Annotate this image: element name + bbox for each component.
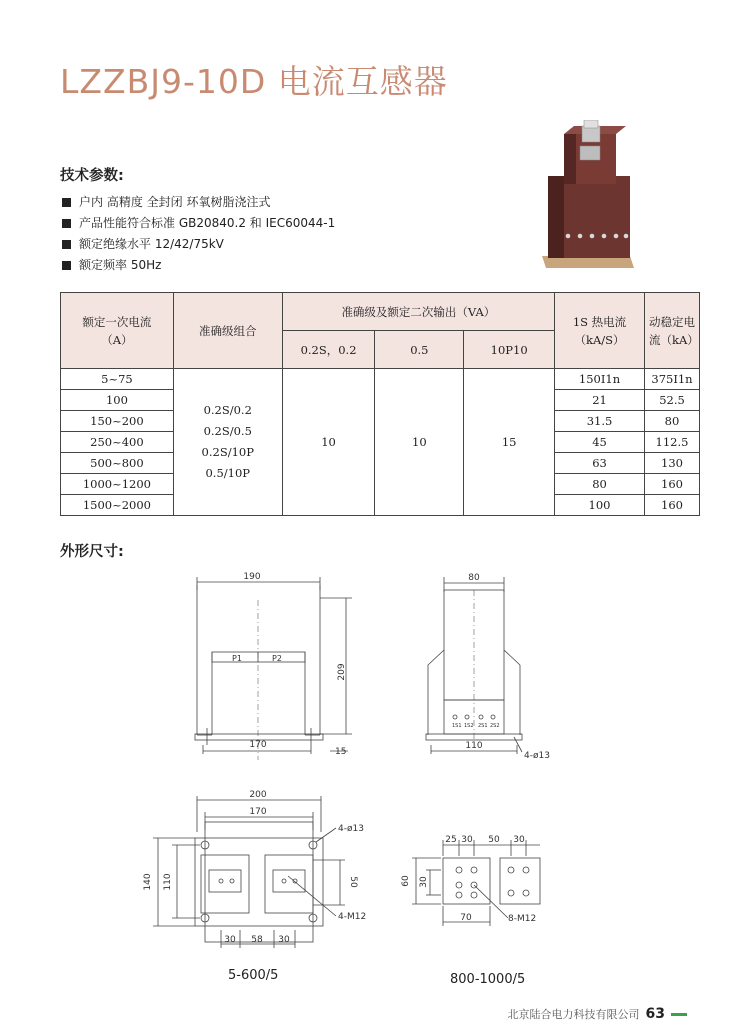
cell-current: 250~400	[61, 432, 174, 453]
cell-dynamic: 80	[644, 411, 699, 432]
terminal-2s2: 2S2	[490, 723, 500, 729]
dim-15: 15	[335, 747, 347, 757]
page-number: 63	[645, 1006, 665, 1022]
cell-current: 5~75	[61, 369, 174, 390]
dim-50: 50	[348, 876, 358, 888]
drawing-front-view	[195, 577, 352, 760]
cell-dynamic: 375I1n	[644, 369, 699, 390]
dim-110: 110	[465, 741, 483, 751]
header-output: 准确级及额定二次输出（VA）	[282, 293, 554, 331]
model-label-800-1000: 800-1000/5	[450, 972, 526, 987]
cell-class-combo: 0.2S/0.2 0.2S/0.5 0.2S/10P 0.5/10P	[173, 369, 282, 516]
header-thermal-current: 1S 热电流（kA/S）	[555, 293, 645, 369]
cell-thermal: 80	[555, 474, 645, 495]
dim-60: 60	[401, 875, 411, 887]
cell-dynamic: 160	[644, 474, 699, 495]
dim-30a: 30	[224, 935, 236, 945]
dim-170: 170	[249, 740, 267, 750]
drawing-side-view	[426, 577, 522, 754]
cell-thermal: 21	[555, 390, 645, 411]
tech-params-heading: 技术参数:	[60, 168, 124, 184]
cell-thermal: 31.5	[555, 411, 645, 432]
header-output-col: 0.5	[375, 331, 464, 369]
cell-dynamic: 160	[644, 495, 699, 516]
cell-current: 500~800	[61, 453, 174, 474]
cell-current: 1500~2000	[61, 495, 174, 516]
header-accuracy-class: 准确级组合	[173, 293, 282, 369]
hole-note: 4-ø13	[524, 751, 550, 761]
dim-50b: 50	[488, 835, 500, 845]
dim-30d: 30	[513, 835, 525, 845]
cell-dynamic: 112.5	[644, 432, 699, 453]
cell-output: 10	[282, 369, 375, 516]
cell-current: 150~200	[61, 411, 174, 432]
cell-dynamic: 52.5	[644, 390, 699, 411]
cell-thermal: 63	[555, 453, 645, 474]
bolt-note: 4-M12	[338, 912, 367, 922]
cell-thermal: 45	[555, 432, 645, 453]
dim-80: 80	[468, 573, 480, 583]
header-output-col: 10P10	[464, 331, 555, 369]
page-footer	[508, 1006, 687, 1022]
header-rated-current: 额定一次电流（A）	[61, 293, 174, 369]
param-item: 额定绝缘水平 12/42/75kV	[62, 234, 335, 255]
dim-58: 58	[251, 935, 263, 945]
cell-thermal: 150I1n	[555, 369, 645, 390]
cell-dynamic: 130	[644, 453, 699, 474]
dim-200: 200	[249, 790, 267, 800]
terminal-p2: P2	[272, 654, 282, 663]
param-item: 户内 高精度 全封闭 环氧树脂浇注式	[62, 192, 335, 213]
drawing-bottom-view-a	[153, 796, 345, 948]
header-output-col: 0.2S，0.2	[282, 331, 375, 369]
dim-110b: 110	[163, 873, 173, 891]
header-dynamic-current: 动稳定电流（kA）	[644, 293, 699, 369]
param-item: 产品性能符合标准 GB20840.2 和 IEC60044-1	[62, 213, 335, 234]
terminal-p1: P1	[232, 654, 242, 663]
dim-209: 209	[337, 663, 347, 681]
terminal-1s2: 1S2	[464, 723, 474, 729]
terminal-1s1: 1S1	[452, 723, 462, 729]
cell-thermal: 100	[555, 495, 645, 516]
page-title: LZZBJ9-10D 电流互感器	[60, 62, 448, 101]
dim-170b: 170	[249, 807, 267, 817]
dim-30b: 30	[278, 935, 290, 945]
dimensions-heading: 外形尺寸:	[60, 544, 124, 560]
param-item: 额定频率 50Hz	[62, 255, 335, 276]
cell-current: 100	[61, 390, 174, 411]
bolt-note-b: 8-M12	[508, 914, 537, 924]
dim-190: 190	[243, 572, 261, 582]
dim-70: 70	[460, 913, 472, 923]
terminal-2s1: 2S1	[478, 723, 488, 729]
hole-note-b: 4-ø13	[338, 824, 364, 834]
cell-output: 10	[375, 369, 464, 516]
dim-30c: 30	[461, 835, 473, 845]
model-label-5-600: 5-600/5	[228, 968, 279, 983]
cell-current: 1000~1200	[61, 474, 174, 495]
cell-output: 15	[464, 369, 555, 516]
accent-bar	[671, 1013, 687, 1016]
dim-140: 140	[143, 873, 153, 891]
dim-25: 25	[445, 835, 457, 845]
dim-30e: 30	[419, 876, 429, 888]
company-name: 北京陆合电力科技有限公司	[507, 1008, 640, 1021]
